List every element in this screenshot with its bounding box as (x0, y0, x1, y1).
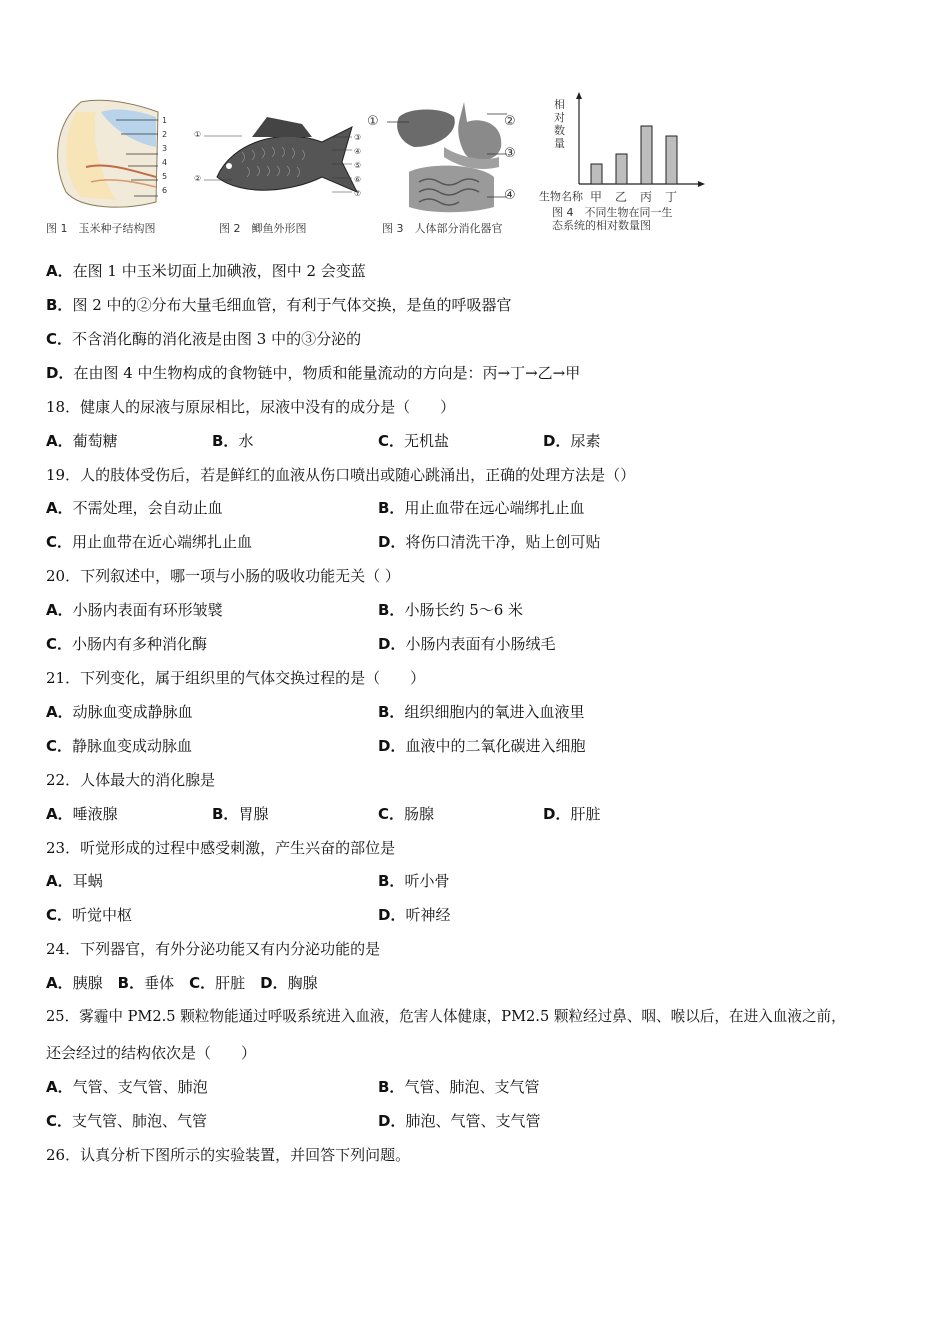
x-axis-arrow (698, 181, 705, 187)
q19-option-a: A．不需处理，会自动止血 (46, 499, 223, 517)
fig2-label: ④ (354, 147, 362, 156)
chart-ylabel-char: 量 (554, 137, 565, 150)
q17-option-c: C．不含消化酶的消化液是由图 3 中的③分泌的 (46, 330, 362, 348)
fig2-label: ③ (354, 133, 362, 142)
q19-option-d: D．将伤口清洗干净，贴上创可贴 (378, 533, 601, 551)
q19-stem: 19．人的肢体受伤后，若是鲜红的血液从伤口喷出或随心跳涌出，正确的处理方法是（） (46, 466, 636, 484)
q26-stem: 26．认真分析下图所示的实验装置，并回答下列问题。 (46, 1146, 411, 1164)
chart-xlabel: 生物名称 (539, 190, 583, 203)
q20-option-b: B．小肠长约 5～6 米 (378, 601, 524, 619)
bar-丙 (641, 126, 652, 184)
fig2-label: ① (194, 130, 202, 139)
q19-option-c: C．用止血带在近心端绑扎止血 (46, 533, 253, 551)
q23-option-c: C．听觉中枢 (46, 906, 133, 924)
q25-option-a: A．气管、支气管、肺泡 (46, 1078, 208, 1096)
q25-option-b: B．气管、肺泡、支气管 (378, 1078, 540, 1096)
q22-stem: 22．人体最大的消化腺是 (46, 771, 216, 789)
chart-ylabel-char: 对 (554, 111, 565, 124)
fig3-label-3: ③ (504, 146, 516, 161)
q18-option-a: A．葡萄糖 (46, 432, 118, 450)
fig3-label-4: ④ (504, 188, 516, 203)
q21-option-c: C．静脉血变成动脉血 (46, 737, 193, 755)
q25-option-d: D．肺泡、气管、支气管 (378, 1112, 541, 1130)
corn-seed-figure (46, 92, 176, 217)
q25-stem-line2: 还会经过的结构依次是（ ） (46, 1044, 257, 1062)
q18-option-b: B．水 (212, 432, 254, 450)
x-tick-label: 甲 (590, 190, 603, 204)
x-tick-label: 乙 (615, 190, 628, 204)
q23-option-a: A．耳蜗 (46, 872, 103, 890)
q23-option-b: B．听小骨 (378, 872, 450, 890)
fig1-label: 2 (162, 130, 168, 139)
fig4-caption-line2: 态系统的相对数量图 (552, 219, 651, 232)
q17-option-a: A．在图 1 中玉米切面上加碘液，图中 2 会变蓝 (46, 262, 366, 280)
fig2-labels-right (354, 131, 361, 201)
q21-option-d: D．血液中的二氧化碳进入细胞 (378, 737, 586, 755)
q20-option-c: C．小肠内有多种消化酶 (46, 635, 208, 653)
digestive-organs-figure (369, 92, 524, 217)
q20-stem: 20．下列叙述中，哪一项与小肠的吸收功能无关（ ） (46, 567, 400, 585)
q21-option-a: A．动脉血变成静脉血 (46, 703, 193, 721)
q22-option-c: C．肠腺 (378, 805, 435, 823)
fig1-label: 4 (162, 158, 168, 167)
fig1-label: 6 (162, 186, 168, 195)
chart-ylabel-char: 数 (554, 124, 565, 137)
bar-丁 (666, 136, 677, 184)
fig1-caption: 图 1 玉米种子结构图 (46, 222, 156, 235)
q17-option-d: D．在由图 4 中生物构成的食物链中，物质和能量流动的方向是：丙→丁→乙→甲 (46, 364, 581, 382)
bar-乙 (616, 154, 627, 184)
q22-option-d: D．肝脏 (543, 805, 601, 823)
q22-option-a: A．唾液腺 (46, 805, 118, 823)
fig1-labels (162, 114, 167, 198)
x-tick-label: 丙 (640, 190, 653, 204)
q18-option-d: D．尿素 (543, 432, 601, 450)
fig3-label-2: ② (504, 114, 516, 129)
q24-options: A．胰腺 B．垂体 C．肝脏 D．胸腺 (46, 974, 318, 992)
fig1-label: 1 (162, 116, 168, 125)
fig2-label: ② (194, 174, 202, 183)
q18-option-c: C．无机盐 (378, 432, 450, 450)
fig3-label-1: ① (367, 114, 379, 129)
q25-option-c: C．支气管、肺泡、气管 (46, 1112, 208, 1130)
q20-option-d: D．小肠内表面有小肠绒毛 (378, 635, 556, 653)
q23-option-d: D．听神经 (378, 906, 451, 924)
q21-option-b: B．组织细胞内的氧进入血液里 (378, 703, 585, 721)
x-tick-label: 丁 (665, 190, 678, 204)
fig4-caption-line1: 图 4 不同生物在同一生 (552, 206, 673, 219)
bar-甲 (591, 164, 602, 184)
chart-ylabel-char: 相 (554, 98, 565, 111)
figure-strip (44, 92, 724, 242)
fig3-caption: 图 3 人体部分消化器官 (382, 222, 503, 235)
q24-stem: 24．下列器官，有外分泌功能又有内分泌功能的是 (46, 940, 381, 958)
q19-option-b: B．用止血带在远心端绑扎止血 (378, 499, 585, 517)
q22-option-b: B．胃腺 (212, 805, 269, 823)
fig2-label: ⑤ (354, 161, 362, 170)
q25-stem-line1: 25．雾霾中 PM2.5 颗粒物能通过呼吸系统进入血液，危害人体健康，PM2.5 颗粒经过鼻、咽、喉以后，在进入血液之前， (46, 1008, 846, 1025)
fig1-label: 5 (162, 172, 168, 181)
fig1-label: 3 (162, 144, 168, 153)
q21-stem: 21．下列变化，属于组织里的气体交换过程的是（ ） (46, 669, 426, 687)
fish-figure (192, 92, 367, 217)
q20-option-a: A．小肠内表面有环形皱襞 (46, 601, 223, 619)
bar-chart (569, 92, 709, 197)
chart-ylabel (554, 98, 565, 150)
y-axis-arrow (576, 92, 582, 99)
fig2-caption: 图 2 鲫鱼外形图 (219, 222, 307, 235)
fig4-caption (552, 206, 673, 232)
q18-stem: 18．健康人的尿液与原尿相比，尿液中没有的成分是（ ） (46, 398, 456, 416)
fig2-label: ⑥ (354, 175, 362, 184)
fig2-label: ⑦ (354, 189, 362, 198)
q23-stem: 23．听觉形成的过程中感受刺激，产生兴奋的部位是 (46, 839, 396, 857)
q17-option-b: B．图 2 中的②分布大量毛细血管，有利于气体交换，是鱼的呼吸器官 (46, 296, 512, 314)
